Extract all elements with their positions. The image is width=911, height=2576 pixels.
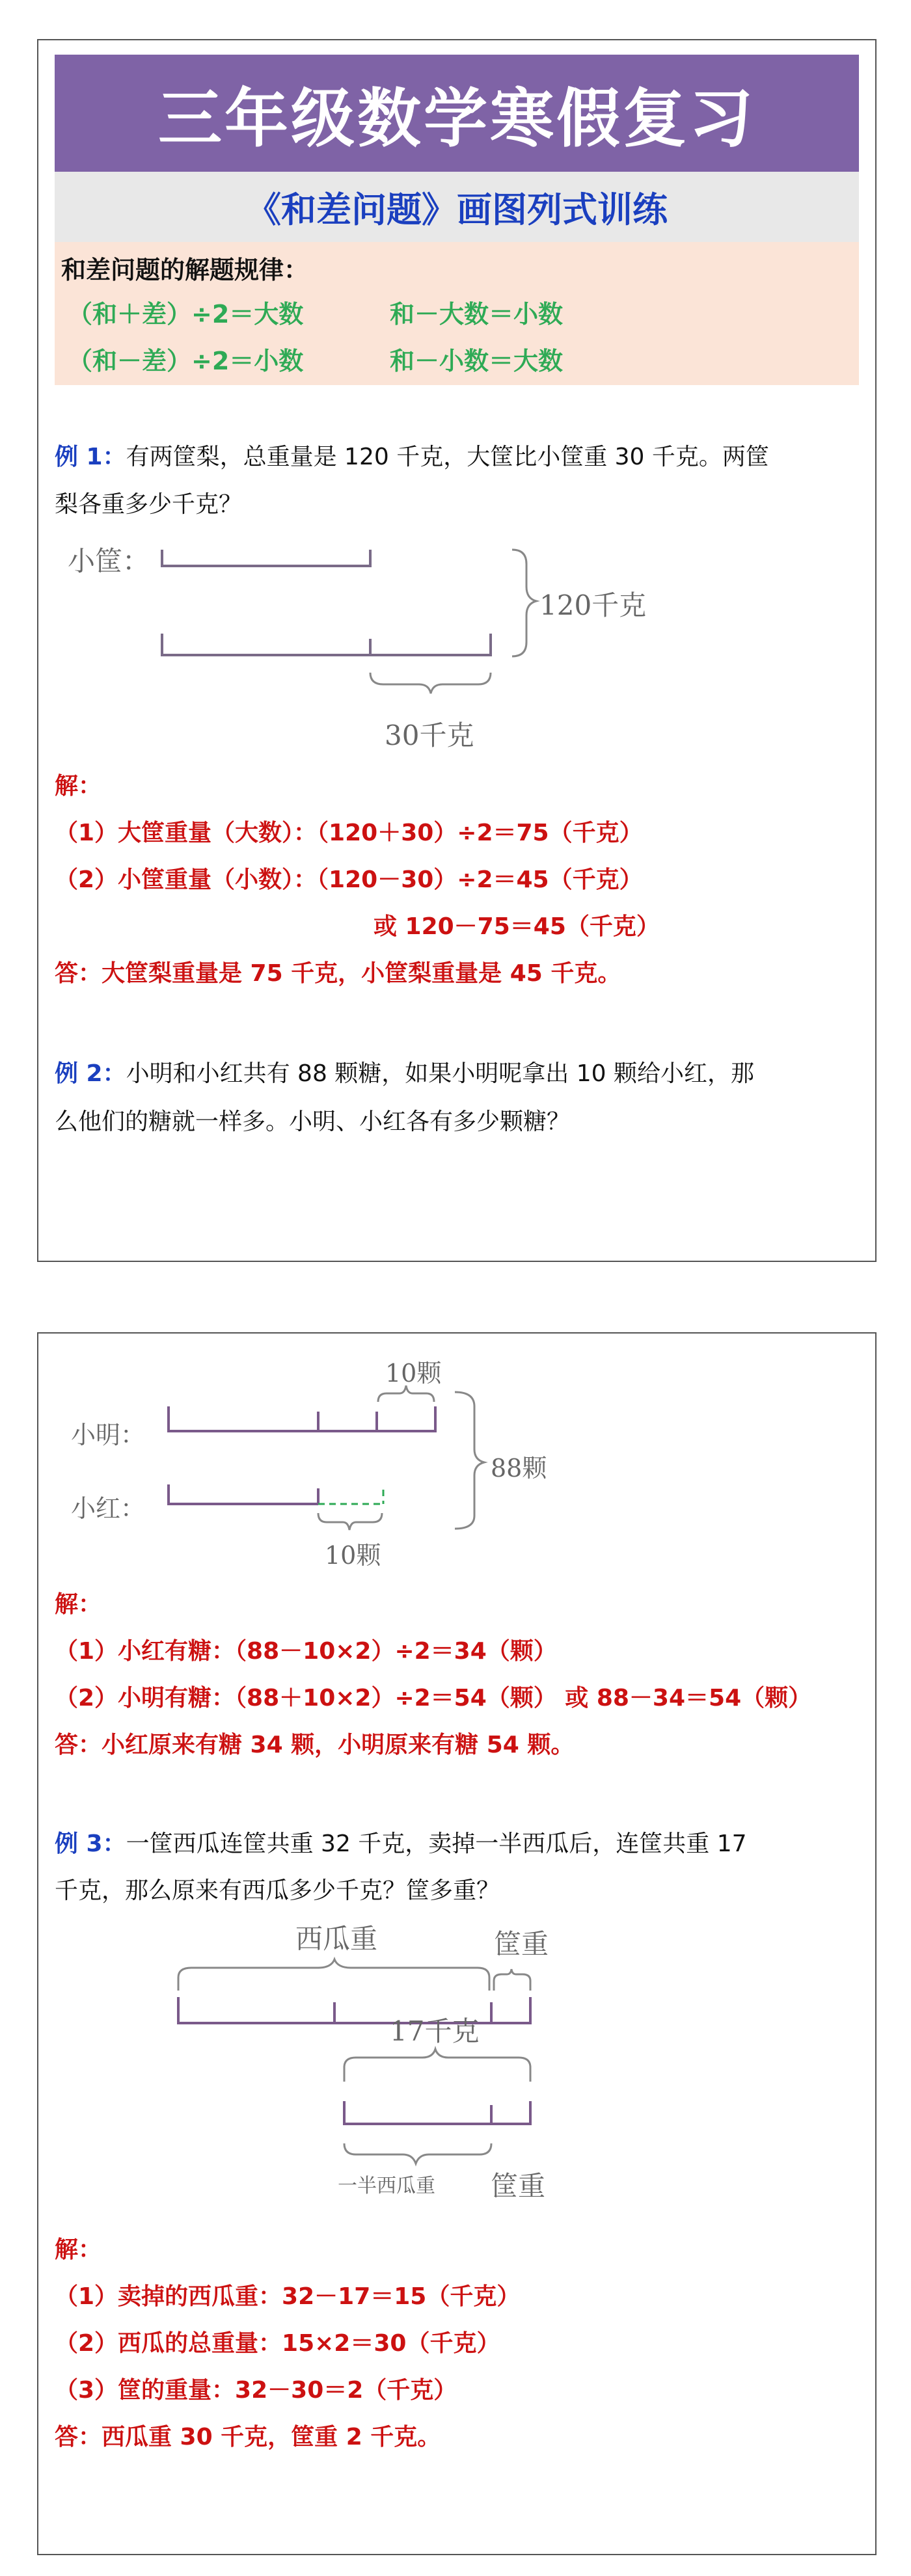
worksheet-page-1 [37, 39, 877, 1262]
example3-watermelon-label: 西瓜重 [295, 1923, 378, 1955]
half-watermelon-brace [344, 2143, 491, 2164]
worksheet-page-2 [37, 1332, 877, 2555]
example2-top-10-label: 10颗 [385, 1359, 442, 1388]
example2-total-label: 88颗 [491, 1454, 547, 1483]
example3-answer: 答：西瓜重 30 千克，筐重 2 千克。 [55, 2424, 441, 2450]
example2-xiaoming-label: 小明： [71, 1421, 146, 1449]
page-title: 三年级数学寒假复习 [55, 55, 859, 172]
rules-heading: 和差问题的解题规律： [61, 256, 309, 284]
example2-xiaohong-label: 小红： [71, 1494, 146, 1523]
example3-solution-label: 解： [55, 2236, 102, 2263]
remaining-weight-bar [344, 2101, 530, 2124]
rule-small-from-big: 和－大数＝小数 [390, 300, 564, 329]
mid-total-brace [344, 2049, 530, 2082]
example1-question-line1: 例 1：有两筐梨，总重量是 120 千克，大筐比小筐重 30 千克。两筐 [55, 444, 769, 470]
rule-small-from-diff: （和－差）÷2＝小数 [68, 347, 304, 375]
example3-half-label: 一半西瓜重 [338, 2175, 435, 2197]
example2-step-2: （2）小明有糖：（88＋10×2）÷2＝54（颗） 或 88－34＝54（颗） [55, 1685, 812, 1711]
diff-brace [370, 673, 491, 693]
watermelon-brace [178, 1959, 489, 1991]
example1-answer: 答：大筐梨重量是 75 千克，小筐梨重量是 45 千克。 [55, 960, 621, 987]
rule-big-from-sum: （和＋差）÷2＝大数 [68, 300, 304, 329]
example1-label: 例 1： [55, 444, 126, 470]
example2-answer: 答：小红原来有糖 34 颗，小明原来有糖 54 颗。 [55, 1732, 575, 1758]
example3-basket-bottom-label: 筐重 [491, 2170, 546, 2202]
example3-basket-top-label: 筐重 [494, 1928, 549, 1960]
example1-diff-label: 30千克 [385, 719, 474, 751]
rule-big-from-small: 和－小数＝大数 [390, 347, 564, 375]
example3-step-2: （2）西瓜的总重量：15×2＝30（千克） [55, 2330, 500, 2357]
basket-top-brace [494, 1969, 530, 1991]
big-basket-bar [162, 634, 491, 655]
example1-step-2-alt: 或 120－75＝45（千克） [374, 913, 660, 940]
example1-question-line2: 梨各重多少千克？ [55, 491, 243, 518]
example2-question-line1: 例 2：小明和小红共有 88 颗糖，如果小明呢拿出 10 颗给小红，那 [55, 1060, 754, 1087]
example3-line-diagram [38, 1334, 878, 2309]
example2-step-1: （1）小红有糖：（88－10×2）÷2＝34（颗） [55, 1638, 557, 1665]
example1-total-label: 120千克 [539, 589, 647, 621]
total-brace [512, 550, 536, 656]
example1-step-1: （1）大筐重量（大数）：（120＋30）÷2＝75（千克） [55, 820, 643, 846]
example3-step-1: （1）卖掉的西瓜重：32－17＝15（千克） [55, 2283, 521, 2310]
example1-small-basket-label: 小筐： [68, 545, 150, 577]
example3-mid-total-label: 17千克 [390, 2015, 480, 2047]
example3-label: 例 3： [55, 1831, 126, 1857]
example3-question-line2: 千克，那么原来有西瓜多少千克？筐多重？ [55, 1877, 500, 1904]
example1-step-2: （2）小筐重量（小数）：（120－30）÷2＝45（千克） [55, 866, 643, 893]
example2-question-line2: 么他们的糖就一样多。小明、小红各有多少颗糖？ [55, 1108, 571, 1135]
example1-solution-label: 解： [55, 773, 102, 799]
example2-label: 例 2： [55, 1060, 126, 1087]
small-basket-bar [162, 550, 370, 566]
example2-solution-label: 解： [55, 1591, 102, 1618]
example1-line-diagram [38, 40, 878, 821]
example3-question-line1: 例 3：一筐西瓜连筐共重 32 千克，卖掉一半西瓜后，连筐共重 17 [55, 1831, 747, 1857]
example3-step-3: （3）筐的重量：32－30＝2（千克） [55, 2377, 457, 2404]
example2-bottom-10-label: 10颗 [325, 1541, 381, 1570]
page-subtitle: 《和差问题》画图列式训练 [55, 172, 859, 242]
